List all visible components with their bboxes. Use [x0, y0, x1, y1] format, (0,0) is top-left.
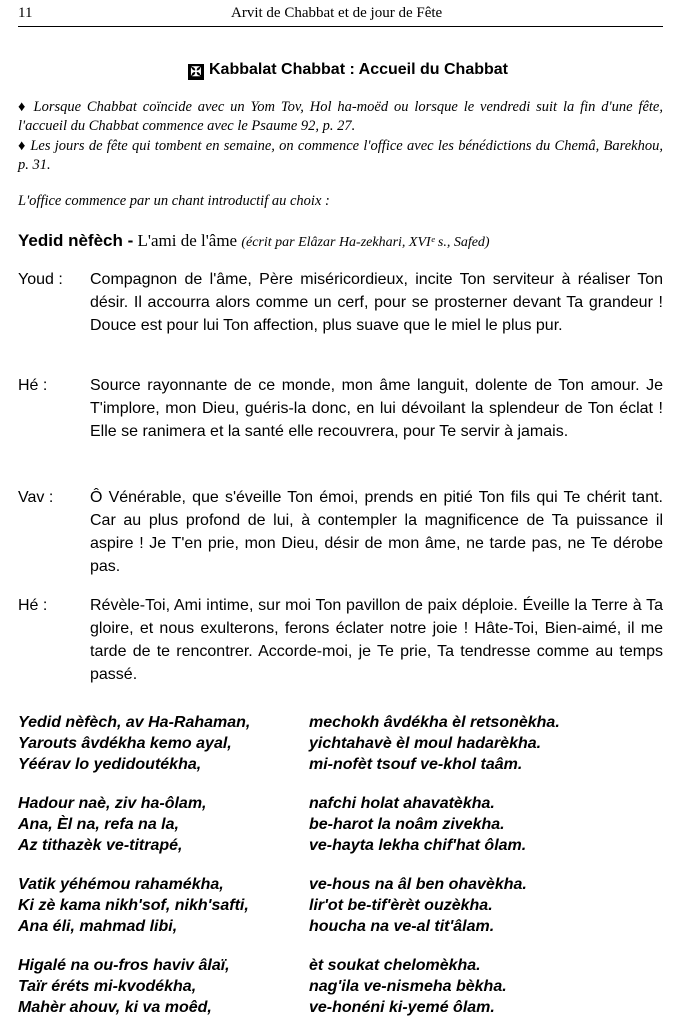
transliteration-left-4: [18, 955, 230, 1018]
poem-attribution: (écrit par Elâzar Ha-zekhari, XVIᵉ s., Safed): [241, 235, 490, 250]
verse-line: Az tithazèk ve-titrapé,: [18, 837, 183, 854]
verse-line: nag'ila ve-nismeha bèkha.: [309, 978, 507, 995]
verse-line: Taïr éréts mi-kvodékha,: [18, 978, 197, 995]
note-yom-tov: ♦ Lorsque Chabbat coïncide avec un Yom Tov, Hol ha-moëd ou lorsque le vendredi suit la fin d'une fête, l'accueil du Chabbat commence avec le Psaume 92, p. 27.: [18, 99, 663, 134]
intro-text: L'office commence par un chant introductif au choix :: [18, 193, 330, 209]
transliteration-right-1: [309, 712, 560, 775]
stanza-label: Hé :: [18, 377, 48, 394]
stanza-text: Source rayonnante de ce monde, mon âme languit, dolente de Ton amour. Je T'implore, mon Dieu, guéris-la donc, en lui dévoilant la splendeur de Ton éclat ! Elle se ranimera et la santé elle recouvrera, pour Te servir à jamais.: [90, 377, 663, 440]
verse-line: nafchi holat ahavatèkha.: [309, 795, 495, 812]
verse-line: Vatik yéhémou rahamékha,: [18, 876, 224, 893]
verse-line: mi-nofèt tsouf ve-khol taâm.: [309, 756, 523, 773]
section-title-text: Kabbalat Chabbat : Accueil du Chabbat: [209, 61, 508, 78]
stanza-text: Ô Vénérable, que s'éveille Ton émoi, prends en pitié Ton fils qui Te chérit tant. Car au plus profond de lui, à contempler la magnificence de Ta puissance il aspire ! Je T'en prie, mon Dieu, désir de mon âme, ne tarde pas, ne Te dérobe pas.: [90, 489, 663, 575]
stanza-he-2: [18, 594, 663, 686]
stanza-vav: [18, 486, 663, 578]
poem-subtitle: L'ami de l'âme: [137, 231, 238, 250]
note-weekday-festival: ♦ Les jours de fête qui tombent en semaine, on commence l'office avec les bénédictions du Chemâ, Barekhou, p. 31.: [18, 138, 663, 173]
stanza-label: Vav :: [18, 489, 54, 506]
verse-line: Yarouts âvdékha kemo ayal,: [18, 735, 232, 752]
transliteration-left-1: [18, 712, 250, 775]
poem-title-hebrew: Yedid nèfèch -: [18, 231, 134, 250]
page-number: 11: [18, 5, 33, 21]
stanza-label: Youd :: [18, 271, 63, 288]
transliteration-right-3: [309, 874, 527, 937]
verse-line: lir'ot be-tif'èrèt ouzèkha.: [309, 897, 493, 914]
running-header: [18, 4, 663, 27]
transliteration-left-2: [18, 793, 206, 856]
verse-line: Ki zè kama nikh'sof, nikh'safti,: [18, 897, 249, 914]
verse-line: ve-hayta lekha chif'hat ôlam.: [309, 837, 527, 854]
verse-line: mechokh âvdékha èl retsonèkha.: [309, 714, 560, 731]
verse-line: Ana éli, mahmad libi,: [18, 918, 178, 935]
section-title: [188, 61, 508, 80]
running-title: Arvit de Chabbat et de jour de Fête: [231, 5, 443, 21]
verse-line: Ana, Èl na, refa na la,: [18, 816, 179, 833]
transliteration-left-3: [18, 874, 249, 937]
stanza-youd: [18, 268, 663, 337]
verse-line: be-harot la noâm zivekha.: [309, 816, 505, 833]
stanza-label: Hé :: [18, 597, 48, 614]
stanza-text: Révèle-Toi, Ami intime, sur moi Ton pavillon de paix déploie. Éveille la Terre à Ta gloire, et nous exulterons, ferons éclater notre joie ! Hâte-Toi, Bien-aimé, il me tarde de te rencontrer. Accorde-moi, je Te prie, Ta tendresse comme au temps passé.: [90, 597, 663, 683]
stanza-he-1: [18, 374, 663, 443]
verse-line: yichtahavè èl moul hadarèkha.: [309, 735, 542, 752]
verse-line: houcha na ve-al tit'âlam.: [309, 918, 495, 935]
verse-line: ve-honéni ki-yemé ôlam.: [309, 999, 495, 1016]
verse-line: èt soukat chelomèkha.: [309, 957, 481, 974]
stanza-text: Compagnon de l'âme, Père miséricordieux, incite Ton serviteur à réaliser Ton désir. Il accourra alors comme un cerf, pour se prosterner devant Ta grandeur ! Douce est pour lui Ton affection, plus suave que le miel le plus pur.: [90, 271, 663, 334]
verse-line: Yéérav lo yedidoutékha,: [18, 756, 202, 773]
verse-line: Yedid nèfèch, av Ha-Rahaman,: [18, 714, 251, 731]
verse-line: Higalé na ou-fros haviv âlaï,: [18, 957, 230, 974]
poem-title: [18, 231, 490, 251]
ornament-icon: ✠: [188, 64, 204, 80]
verse-line: Mahèr ahouv, ki va moêd,: [18, 999, 212, 1016]
verse-line: ve-hous na âl ben ohavèkha.: [309, 876, 527, 893]
verse-line: Hadour naè, ziv ha-ôlam,: [18, 795, 207, 812]
transliteration-right-4: [309, 955, 507, 1018]
transliteration-right-2: [309, 793, 526, 856]
